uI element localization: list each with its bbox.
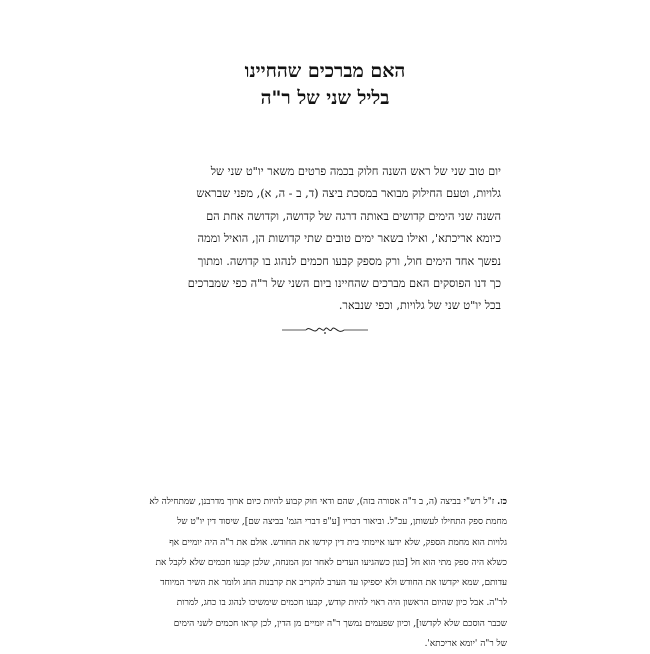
footnote-line: מחמת ספק התחילו לעשותן, עכ"ל. וביאור דבריו [ע"פ דברי הגמ' בביצה שם], שיסוד דין יו"ט של <box>177 517 507 528</box>
main-line: גלויות, וטעם החילוק מבואר במסכת ביצה (ד, ב - ה, א), מפני שבראש <box>196 187 501 201</box>
main-line: בכל יו"ט שני של גלויות, וכפי שנבאר. <box>338 299 501 313</box>
footnote-text: ז"ל רש"י בביצה (ה, ב ד"ה אסורה בזה), שהם ודאי חוק קבוע להיות כיום ארוך מדרבנן, שמתחילה לא <box>149 497 495 507</box>
main-line: נפשך אחד הימים חול, ורק מספק קבעו חכמים לנהוג בו קדושה. ומתוך <box>197 254 501 268</box>
main-paragraph <box>159 161 501 318</box>
footnote-line: שכבר הוסכם שלא לקדשו], וכיון שפעמים נמשך ר"ה יומיים מן הדין, לכן קראו חכמים לשני הימים <box>173 618 507 629</box>
main-line: השנה שני הימים קדושים באותה דרגה של קדושה, וקדושה אחת הם <box>206 209 501 223</box>
footnote-line: כשלא היה ספק מתי הוא חל [כגון כשהגיעו העדים לאחר זמן המנחה, שלכן קבעו חכמים שלא לקבל את <box>155 557 507 568</box>
footnote-section <box>143 492 507 654</box>
main-line: כך דנו הפוסקים האם מברכים שהחיינו ביום השני של ר"ה כפי שמברכים <box>187 277 501 291</box>
footnote-line: עדותם, שמא יקדשו את החודש ולא יספיקו עד הערב להקריב את קרבנות החג ולומר את השיר המיוחד <box>160 578 507 589</box>
footnote-marker: כז. <box>497 497 507 507</box>
page-title <box>0 58 650 112</box>
title-line-1: האם מברכים שהחיינו <box>244 60 406 82</box>
footnote-line <box>143 492 507 512</box>
decorative-flourish-divider-icon <box>280 322 370 338</box>
title-line-2: בליל שני של ר"ה <box>260 87 390 109</box>
main-line: יום טוב שני של ראש השנה חלוק בכמה פרטים משאר יו"ט שני של <box>210 165 501 178</box>
footnote-line: גלויות הוא מחמת הספק, שלא ידעו איימתי בית דין קידשו את החודש. אולם את ר"ה היה יומיים אף <box>169 537 507 548</box>
footnote-line: לר"ה. אבל כיון שהיום הראשון היה ראוי להיות קודש, קבעו חכמים שימשיכו לנהוג בו כחג, למרות <box>176 598 507 609</box>
main-line: כיומא אריכתא', ואילו בשאר ימים טובים שתי קדושות הן, הואיל וממה <box>197 232 501 246</box>
footnote-line: של ר"ה 'יומא אריכתא'. <box>424 639 507 650</box>
